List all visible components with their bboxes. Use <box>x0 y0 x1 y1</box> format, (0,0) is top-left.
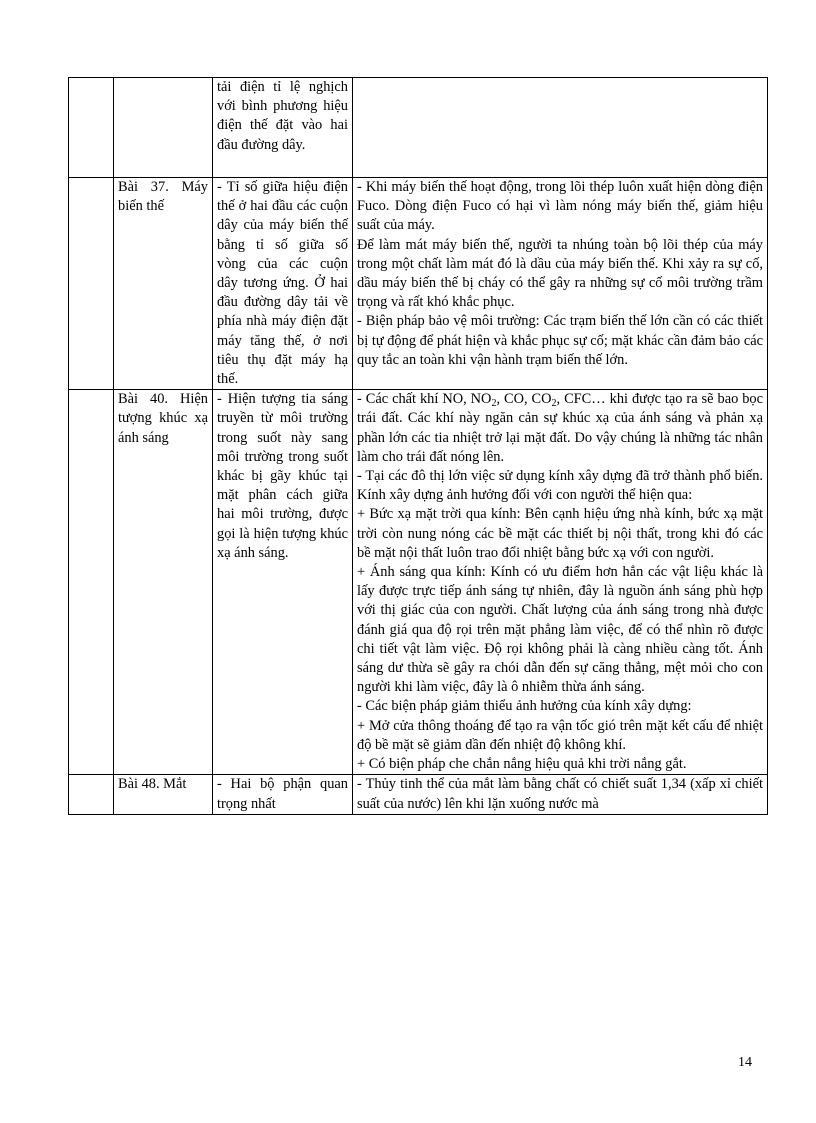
row1-col2 <box>114 78 213 178</box>
gases-rest: , CFC… khi được tạo ra sẽ bao bọc trái đất. Các khí này ngăn cản sự khúc xạ của ánh sáng và phản xạ phần lớn các tia nhiệt trở lại mặt đất. Do vậy chúng là những tác nhân làm cho trái đất nóng lên. <box>357 391 764 465</box>
paragraph: + Ánh sáng qua kính: Kính có ưu điểm hơn hẳn các vật liệu khác là lấy được trực tiếp ánh sáng tự nhiên, đây là nguồn ánh sáng phù hợp với thị giác của con người. Chất lượng của ánh sáng trong nhà được đánh giá qua độ rọi trên mặt phẳng làm việc, để có thể nhìn rõ được chi tiết vật làm việc. Độ rọi không phải là càng nhiều càng tốt. Ánh sáng dư thừa sẽ gây ra chói dẫn đến sự căng thẳng, mệt mỏi cho con người khi làm việc, đây là ô nhiễm thừa ánh sáng. <box>357 564 763 696</box>
lesson-37-concept: - Tỉ số giữa hiệu điện thế ở hai đầu các cuộn dây của máy biến thế bằng tỉ số giữa số vòng của các cuộn dây tương ứng. Ở hai đầu đường dây tải về phía nhà máy điện đặt máy tăng thế, ở nơi tiêu thụ đặt máy hạ thế. <box>213 178 353 390</box>
row2-col1 <box>69 178 114 390</box>
paragraph: - Các biện pháp giảm thiểu ảnh hưởng của kính xây dựng: <box>357 698 692 715</box>
paragraph: + Có biện pháp che chắn nắng hiệu quả khi trời nắng gắt. <box>357 756 687 773</box>
paragraph-gases <box>357 390 763 467</box>
paragraph: + Bức xạ mặt trời qua kính: Bên cạnh hiệu ứng nhà kính, bức xạ mặt trời còn nung nóng các bề mặt các thiết bị nội thất, trong khi đó các bề mặt nội thất luôn trao đổi nhiệt bằng bức xạ với con người. <box>357 506 763 561</box>
paragraph: - Tại các đô thị lớn việc sử dụng kính xây dựng đã trở thành phổ biến. Kính xây dựng ảnh hưởng đối với con người thể hiện qua: <box>357 468 763 504</box>
lesson-48-concept: - Hai bộ phận quan trọng nhất <box>213 775 353 814</box>
lesson-40-concept: - Hiện tượng tia sáng truyền từ môi trường trong suốt này sang môi trường trong suốt khác bị gãy khúc tại mặt phân cách giữa hai môi trường, được gọi là hiện tượng khúc xạ ánh sáng. <box>213 390 353 775</box>
table-row <box>69 178 768 390</box>
subscript: 2 <box>551 398 557 410</box>
content-table <box>68 77 768 815</box>
row1-col1 <box>69 78 114 178</box>
paragraph: - Biện pháp bảo vệ môi trường: Các trạm biến thế lớn cần có các thiết bị tự động để phát hiện và khắc phục sự cố; mặt khác cần đảm bảo các quy tắc an toàn khi vận hành trạm biến thế lớn. <box>357 313 763 368</box>
table-row <box>69 78 768 178</box>
row1-col3: tải điện tỉ lệ nghịch với bình phương hiệu điện thế đặt vào hai đầu đường dây. <box>213 78 353 178</box>
gases-mid: , CO, CO <box>496 391 552 408</box>
subscript: 2 <box>491 398 497 410</box>
lesson-37-title: Bài 37. Máy biến thế <box>114 178 213 390</box>
row1-col4 <box>353 78 768 178</box>
lesson-40-environment <box>353 390 768 775</box>
row3-col1 <box>69 390 114 775</box>
lesson-37-environment <box>353 178 768 390</box>
gases-prefix: - Các chất khí NO, NO <box>357 391 492 408</box>
page-number: 14 <box>738 1055 752 1070</box>
paragraph: Để làm mát máy biến thế, người ta nhúng toàn bộ lõi thép của máy trong một chất làm mát đó là dầu của máy biến thế. Khi xảy ra sự cố, dầu máy biến thế bị cháy có thể gây ra những sự cố môi trường trầm trọng và rất khó khắc phục. <box>357 236 763 311</box>
lesson-48-title: Bài 48. Mắt <box>114 775 213 814</box>
row4-col1 <box>69 775 114 814</box>
paragraph: + Mở cửa thông thoáng để tạo ra vận tốc gió trên mặt kết cấu để nhiệt độ bề mặt sẽ giảm dần đến nhiệt độ không khí. <box>357 717 763 753</box>
lesson-40-title: Bài 40. Hiện tượng khúc xạ ánh sáng <box>114 390 213 775</box>
table-row <box>69 775 768 814</box>
table-row <box>69 390 768 775</box>
lesson-48-environment: - Thủy tinh thể của mắt làm bằng chất có chiết suất 1,34 (xấp xỉ chiết suất của nước) lên khi lặn xuống nước mà <box>353 775 768 814</box>
paragraph: - Khi máy biến thế hoạt động, trong lõi thép luôn xuất hiện dòng điện Fuco. Dòng điện Fuco có hại vì làm nóng máy biến thế, giảm hiệu suất của máy. <box>357 179 763 234</box>
